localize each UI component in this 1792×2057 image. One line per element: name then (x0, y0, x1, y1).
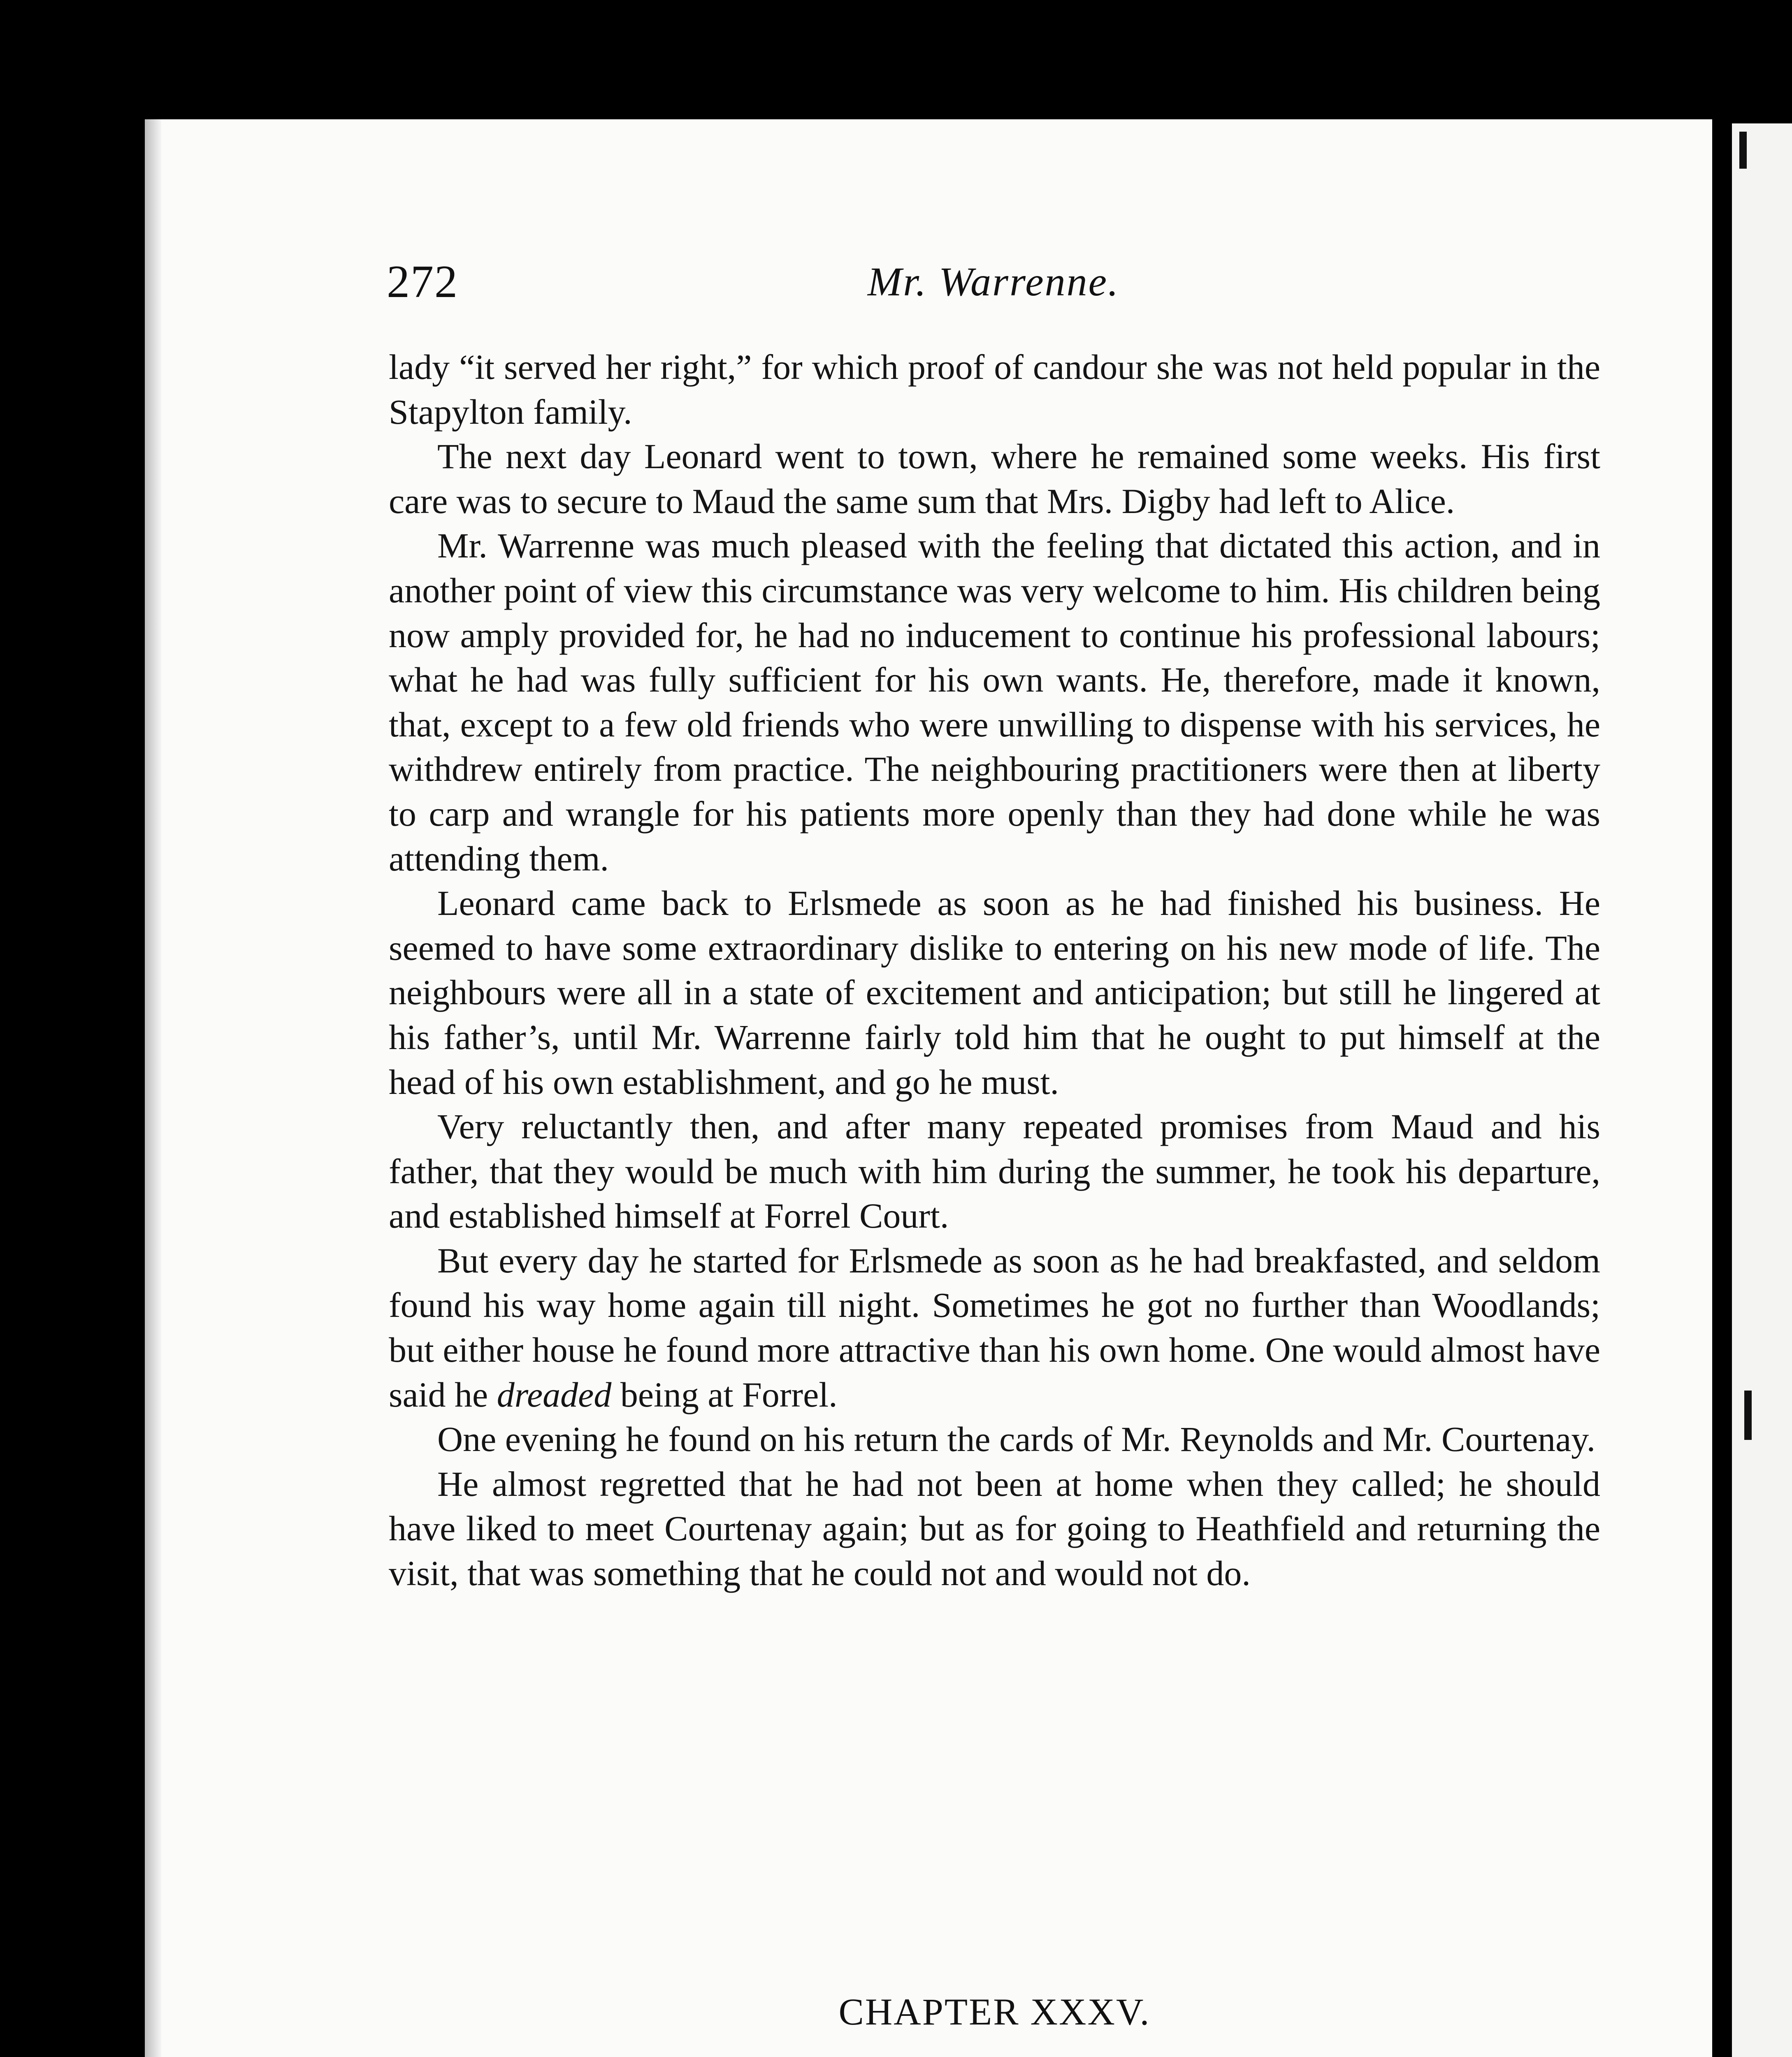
paragraph: One evening he found on his return the cards of Mr. Reynolds and Mr. Courtenay. (437, 1419, 1596, 1459)
next-page-edge (1732, 123, 1792, 2057)
chapter-heading: CHAPTER XXXV. (838, 1991, 1151, 2033)
paragraph: The next day Leonard went to town, where he remained some weeks. His first care was to secure to Maud the same sum that Mrs. Digby had left to Alice. (389, 436, 1600, 521)
page-edge-mark (1744, 1391, 1752, 1440)
paragraph: Very reluctantly then, and after many repeated promises from Maud and his father, that they would be much with him during the summer, he took his departure, and established himself at Forrel Court. (389, 1107, 1600, 1236)
paragraph: Mr. Warrenne was much pleased with the feeling that dictated this action, and in another point of view this circumstance was very welcome to him. His children being now amply provided for, he had no inducement to continue his professional labours; what he had was fully sufficient for his own wants. He, therefore, made it known, that, except to a few old friends who were unwilling to dispense with his services, he withdrew entirely from practice. The neighbouring practitioners were then at liberty to carp and wrangle for his patients more openly than they had done while he was attending them. (389, 526, 1600, 878)
running-head (387, 253, 1600, 311)
italic-word: dreaded (497, 1374, 612, 1414)
page-edge-mark (1739, 132, 1747, 169)
page-gutter-shadow (145, 119, 161, 2057)
paragraph: lady “it served her right,” for which proof of candour she was not held popular in the Stapylton family. (389, 347, 1600, 432)
running-title: Mr. Warrenne. (867, 259, 1120, 304)
paragraph-text: But every day he started for Erlsmede as soon as he had breakfasted, and seldom found his way home again till night. Sometimes he got no further than Woodlands; but either house he found more attractive than his own home. One would almost have said he (389, 1240, 1600, 1414)
paragraph-text: being at Forrel. (620, 1374, 838, 1414)
paragraph: He almost regretted that he had not been at home when they called; he should have liked to meet Courtenay again; but as for going to Heathfield and returning the visit, that was something that he could not and would not do. (389, 1464, 1600, 1593)
paragraph (389, 1238, 1600, 1417)
paragraph: Leonard came back to Erlsmede as soon as he had finished his business. He seemed to have some extraordinary dislike to entering on his new mode of life. The neighbours were all in a state of excitement and anticipation; but still he lingered at his father’s, until Mr. Warrenne fairly told him that he ought to put himself at the head of his own establishment, and go he must. (389, 883, 1600, 1102)
body-text-before-chapter (389, 345, 1600, 1596)
page-number: 272 (387, 256, 458, 307)
